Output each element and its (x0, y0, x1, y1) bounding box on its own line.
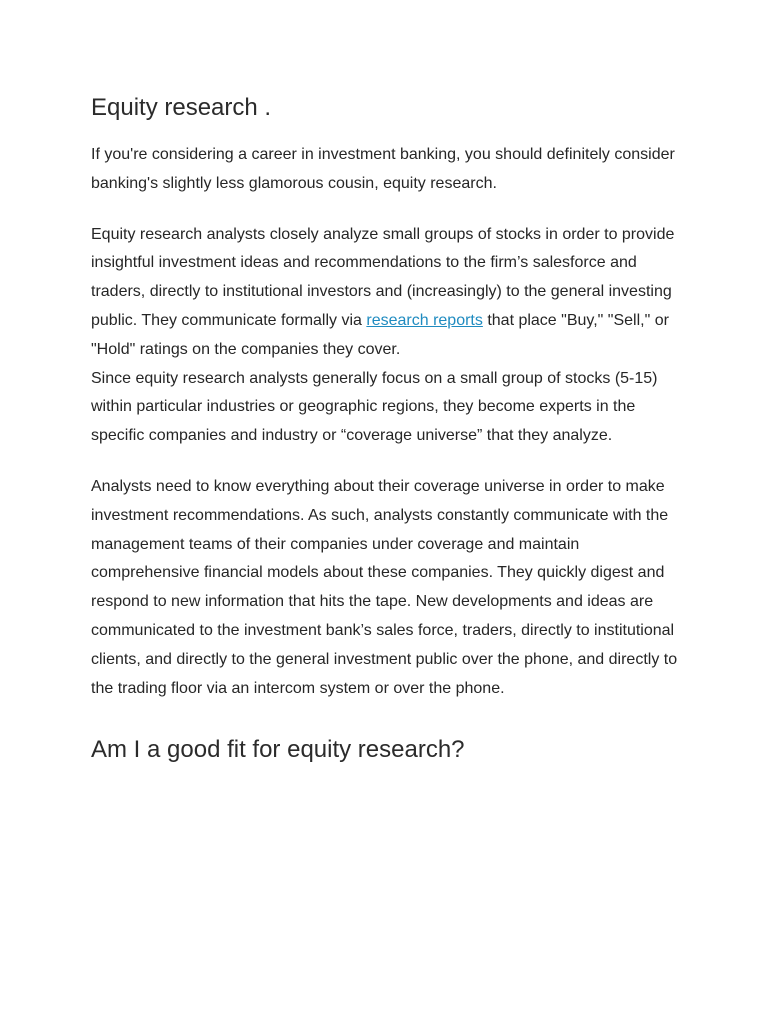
analysts-paragraph (91, 221, 691, 365)
section-heading: Am I a good fit for equity research? (91, 736, 465, 764)
responsibilities-paragraph: Analysts need to know everything about their coverage universe in order to make investment recommendations. As such, analysts constantly communicate with the management teams of their companies under coverage and maintain comprehensive financial models about these companies. They quickly digest and respond to new information that hits the tape. New developments and ideas are communicated to the investment bank’s sales force, traders, directly to institutional clients, and directly to the general investment public over the phone, and directly to the trading floor via an intercom system or over the phone. (91, 477, 678, 697)
page-title: Equity research . (91, 94, 272, 121)
research-reports-link[interactable]: research reports (366, 311, 483, 329)
coverage-paragraph: Since equity research analysts generally focus on a small group of stocks (5-15) within particular industries or geographic regions, they become experts in the specific companies and industry or “coverage universe” that they analyze. (91, 369, 658, 445)
analysts-paragraph-text-end: that place "Buy," "Sell," or "Hold" ratings on the companies they cover. (91, 311, 669, 358)
intro-paragraph: If you're considering a career in investment banking, you should definitely consider banking's slightly less glamorous cousin, equity research. (91, 146, 675, 192)
analysts-paragraph-text: Equity research analysts closely analyze small groups of stocks in order to provide insightful investment ideas and recommendations to the firm’s salesforce and traders, directly to institutional investors and (increasingly) to the general investing public. They communicate formally via (91, 225, 675, 329)
article (91, 93, 691, 765)
